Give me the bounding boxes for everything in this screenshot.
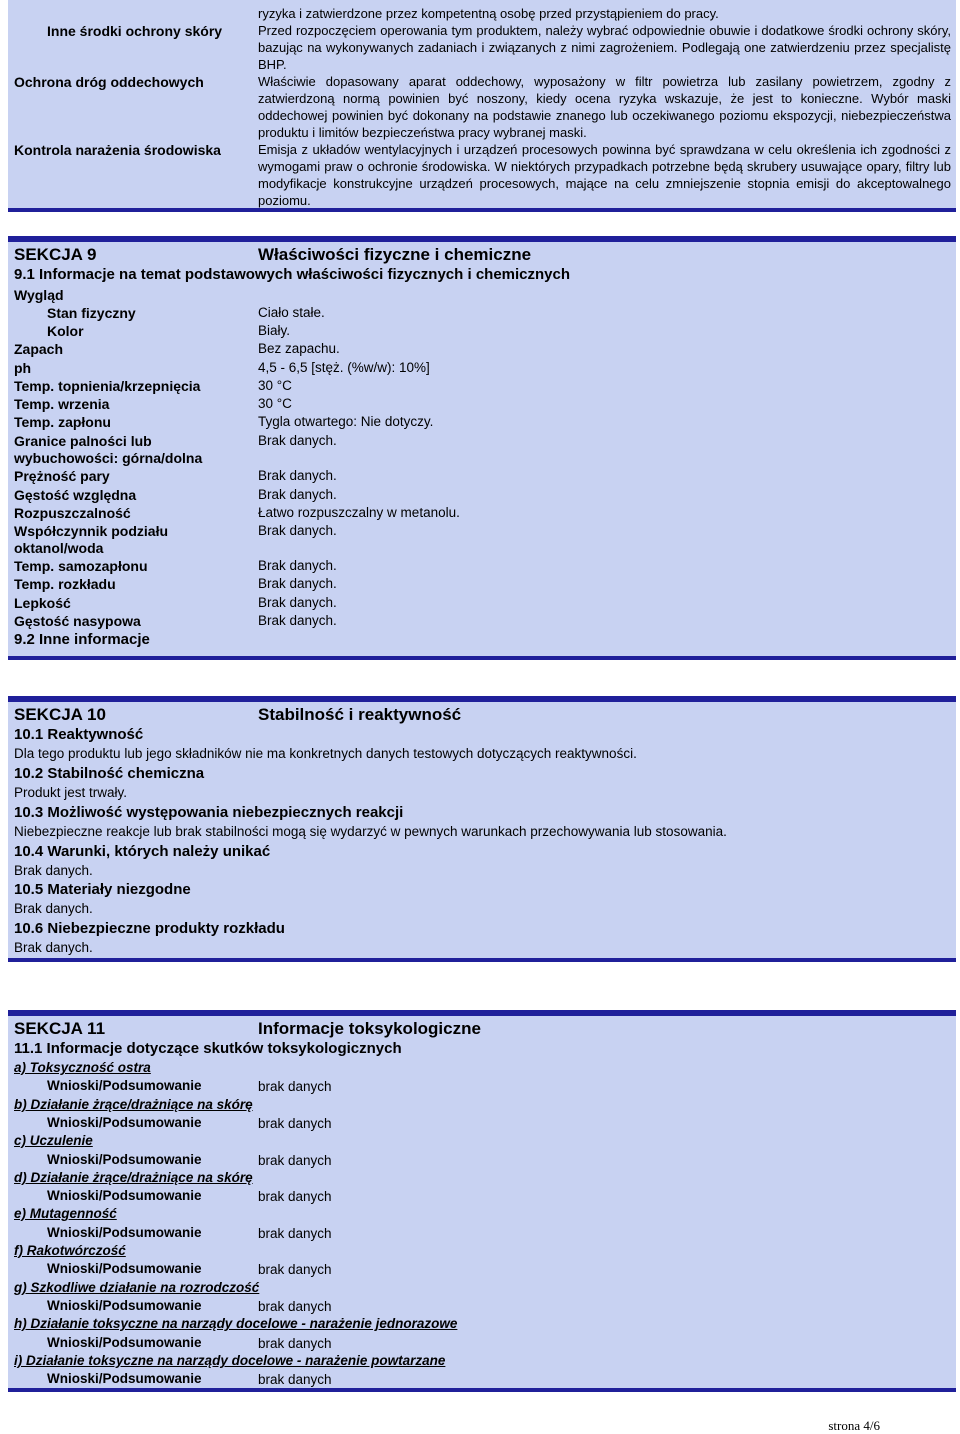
prop-label: Współczynnik podziału — [14, 523, 169, 539]
divider — [8, 656, 956, 660]
divider — [8, 1388, 956, 1392]
prop-value: Brak danych. — [258, 523, 337, 538]
prop-value: Brak danych. — [258, 595, 337, 610]
subsection-text: Produkt jest trwały. — [14, 785, 128, 800]
conclusion-value: brak danych — [258, 1226, 332, 1241]
prop-value: 4,5 - 6,5 [stęż. (%w/w): 10%] — [258, 360, 430, 375]
tox-item: a) Toksyczność ostra — [14, 1060, 151, 1075]
prop-label: ph — [14, 360, 32, 376]
text-skin-protection: Przed rozpoczęciem operowania tym produktem, należy wybrać odpowiednie obuwie i dodatkowe środki ochrony skóry, bazując na wykonywanych zadaniach i związanych z nimi zagrożeniem. Podlegają one zatwierdzeniu przez specjalistę BHP. — [258, 23, 951, 72]
prop-value: Tygla otwartego: Nie dotyczy. — [258, 414, 434, 429]
subsection-text: Brak danych. — [14, 901, 93, 916]
text-env-exposure: Emisja z układów wentylacyjnych i urządzeń procesowych powinna być sprawdzana w celu określenia ich zgodności z wymogami praw o ochronie środowiska. W niektórych przypadkach potrzebne będą skrubery usuwające opary, filtry lub modyfikacje konstrukcyjne urządzeń procesowych, mające na celu zmniejszenie stopnia emisji do akceptowalnego poziomu. — [258, 142, 951, 208]
subsection-10-1: 10.1 Reaktywność — [14, 726, 144, 743]
conclusion-value: brak danych — [258, 1299, 332, 1314]
divider — [8, 208, 956, 212]
section9-number: SEKCJA 9 — [14, 245, 97, 264]
conclusion-label: Wnioski/Podsumowanie — [47, 1335, 202, 1350]
conclusion-label: Wnioski/Podsumowanie — [47, 1261, 202, 1276]
conclusion-label: Wnioski/Podsumowanie — [47, 1152, 202, 1167]
label-skin-protection: Inne środki ochrony skóry — [47, 23, 223, 39]
section10-number: SEKCJA 10 — [14, 705, 106, 724]
conclusion-value: brak danych — [258, 1189, 332, 1204]
conclusion-value: brak danych — [258, 1153, 332, 1168]
conclusion-value: brak danych — [258, 1262, 332, 1277]
appearance-label: Wygląd — [14, 287, 64, 303]
prop-value: 30 °C — [258, 396, 292, 411]
tox-item: c) Uczulenie — [14, 1133, 93, 1148]
conclusion-label: Wnioski/Podsumowanie — [47, 1298, 202, 1313]
prop-label: Kolor — [47, 323, 84, 339]
label-env-exposure: Kontrola narażenia środowiska — [14, 142, 221, 158]
prop-label: Temp. topnienia/krzepnięcia — [14, 378, 201, 394]
prop-label: Temp. wrzenia — [14, 396, 110, 412]
prop-label: Zapach — [14, 341, 64, 357]
label-respiratory: Ochrona dróg oddechowych — [14, 74, 204, 90]
conclusion-value: brak danych — [258, 1079, 332, 1094]
prop-value: Ciało stałe. — [258, 305, 325, 320]
subsection-text: Brak danych. — [14, 940, 93, 955]
prop-value: Brak danych. — [258, 487, 337, 502]
subsection-text: Brak danych. — [14, 863, 93, 878]
prop-label: Temp. zapłonu — [14, 414, 111, 430]
prop-value: 30 °C — [258, 378, 292, 393]
tox-item: i) Działanie toksyczne na narządy docelowe - narażenie powtarzane — [14, 1353, 446, 1368]
conclusion-label: Wnioski/Podsumowanie — [47, 1115, 202, 1130]
subsection-text: Dla tego produktu lub jego składników nie ma konkretnych danych testowych dotyczących reaktywności. — [14, 746, 637, 761]
prop-label: Granice palności lub — [14, 433, 152, 449]
tox-item: f) Rakotwórczość — [14, 1243, 126, 1258]
section11-number: SEKCJA 11 — [14, 1019, 106, 1038]
prop-value: Brak danych. — [258, 576, 337, 591]
subsection-11-1: 11.1 Informacje dotyczące skutków toksykologicznych — [14, 1040, 402, 1057]
tox-item: e) Mutagenność — [14, 1206, 117, 1221]
prop-value: Brak danych. — [258, 433, 337, 448]
prop-value: Brak danych. — [258, 613, 337, 628]
prop-label: Stan fizyczny — [47, 305, 136, 321]
conclusion-value: brak danych — [258, 1116, 332, 1131]
subsection-9-1: 9.1 Informacje na temat podstawowych właściwości fizycznych i chemicznych — [14, 266, 571, 283]
conclusion-value: brak danych — [258, 1336, 332, 1351]
subsection-9-2: 9.2 Inne informacje — [14, 631, 150, 648]
prop-label: Rozpuszczalność — [14, 505, 131, 521]
subsection-10-6: 10.6 Niebezpieczne produkty rozkładu — [14, 920, 285, 937]
prop-label: Prężność pary — [14, 468, 110, 484]
conclusion-value: brak danych — [258, 1372, 332, 1387]
conclusion-label: Wnioski/Podsumowanie — [47, 1225, 202, 1240]
subsection-10-3: 10.3 Możliwość występowania niebezpiecznych reakcji — [14, 804, 404, 821]
prop-value: Brak danych. — [258, 468, 337, 483]
prop-label: Gęstość nasypowa — [14, 613, 141, 629]
subsection-10-2: 10.2 Stabilność chemiczna — [14, 765, 205, 782]
text-respiratory: Właściwie dopasowany aparat oddechowy, wyposażony w filtr powietrza lub zasilany powietrzem, zgodny z zatwierdzoną normą powinien być noszony, kiedy ocena ryzyka wskazuje, że jest to konieczne. Wybór maski oddechowej powinien być dokonany na podstawie znanego lub oczekiwanego poziomu ekspozycji, niebezpieczeństwa produktu i limitów bezpieczeństwa pracy wybranej maski. — [258, 74, 951, 140]
prop-label-cont: oktanol/woda — [14, 540, 104, 556]
tox-item: g) Szkodliwe działanie na rozrodczość — [14, 1280, 260, 1295]
conclusion-label: Wnioski/Podsumowanie — [47, 1188, 202, 1203]
tox-item: h) Działanie toksyczne na narządy docelowe - narażenie jednorazowe — [14, 1316, 458, 1331]
page-number: strona 4/6 — [828, 1418, 880, 1433]
prop-value: Bez zapachu. — [258, 341, 340, 356]
section11-title: Informacje toksykologiczne — [258, 1019, 481, 1038]
prop-label: Temp. rozkładu — [14, 576, 116, 592]
prop-label-cont: wybuchowości: górna/dolna — [14, 450, 203, 466]
conclusion-label: Wnioski/Podsumowanie — [47, 1078, 202, 1093]
prop-label: Gęstość względna — [14, 487, 137, 503]
prop-label: Lepkość — [14, 595, 71, 611]
subsection-10-5: 10.5 Materiały niezgodne — [14, 881, 191, 898]
section10-title: Stabilność i reaktywność — [258, 705, 462, 724]
prop-value: Brak danych. — [258, 558, 337, 573]
prop-label: Temp. samozapłonu — [14, 558, 148, 574]
prop-value: Łatwo rozpuszczalny w metanolu. — [258, 505, 460, 520]
tox-item: d) Działanie żrące/drażniące na skórę — [14, 1170, 253, 1185]
subsection-10-4: 10.4 Warunki, których należy unikać — [14, 843, 271, 860]
tox-item: b) Działanie żrące/drażniące na skórę — [14, 1097, 253, 1112]
subsection-text: Niebezpieczne reakcje lub brak stabilności mogą się wydarzyć w pewnych warunkach przechowywania lub stosowania. — [14, 824, 727, 839]
conclusion-label: Wnioski/Podsumowanie — [47, 1371, 202, 1386]
top-line0: ryzyka i zatwierdzone przez kompetentną osobę przed przystąpieniem do pracy. — [258, 6, 719, 21]
prop-value: Biały. — [258, 323, 291, 338]
section9-title: Właściwości fizyczne i chemiczne — [258, 245, 532, 264]
divider — [8, 958, 956, 962]
